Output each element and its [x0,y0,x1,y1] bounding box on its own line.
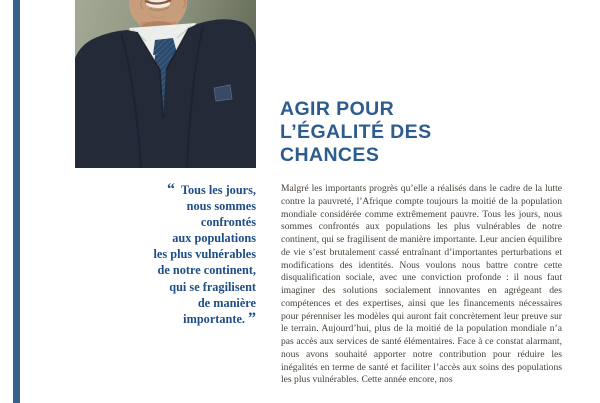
pull-quote-line: aux populations [172,231,256,246]
left-accent-bar [13,0,20,403]
page-title-line-3: CHANCES [280,144,380,166]
pull-quote-line: confrontés [200,215,256,230]
pull-quote-line: les plus vulnérables [153,247,256,262]
pull-quote-line: de manière [197,295,256,310]
man-in-suit-illustration [75,0,256,168]
pull-quote-line: “ Tous les jours, [166,181,256,198]
body-paragraph: Malgré les importants progrès qu’elle a réalisés dans le cadre de la lutte contre la pauvreté, l’Afrique compte toujours la moitié de la population mondiale considérée comme extrêmement pauvre. Tous les jours, nous sommes confrontés aux populations les plus vulnérables de notre continent, qui se fragilisent de manière importante. Leur ancien équilibre de vie s’est brutalement cassé entraînant d’importantes perturbations et modifications des identités. Nous voulons nous battre contre cette disqualification sociale, avec une conviction profonde : il nous faut imaginer des solutions socialement innovantes en agrégeant des compétences et des expertises, ainsi que les financements nécessaires pour pérenniser les modèles qui auront fait concrètement leur preuve sur le terrain. Aujourd’hui, plus de la moitié de la population mondiale n’a pas accès aux services de santé élémentaires. Face à ce constat alarmant, nous avons souhaité apporter notre contribution pour réduire les inégalités en terme de santé et faciliter l’accès aux soins des populations les plus vulnérables. Cette année encore, nos [281,183,562,386]
pull-quote [108,182,256,327]
pull-quote-line: nous sommes [186,199,256,214]
page-title-line-1: AGIR POUR [280,98,395,120]
pull-quote-line: qui se fragilisent [169,279,256,294]
page-title-line-2: L’ÉGALITÉ DES [280,121,432,143]
close-quote-mark: ” [248,309,256,327]
pull-quote-line: importante. ” [183,309,256,327]
pull-quote-line: de notre continent, [157,263,256,278]
portrait-photo [75,0,256,168]
page-title [280,98,580,167]
open-quote-mark: “ [166,181,175,198]
